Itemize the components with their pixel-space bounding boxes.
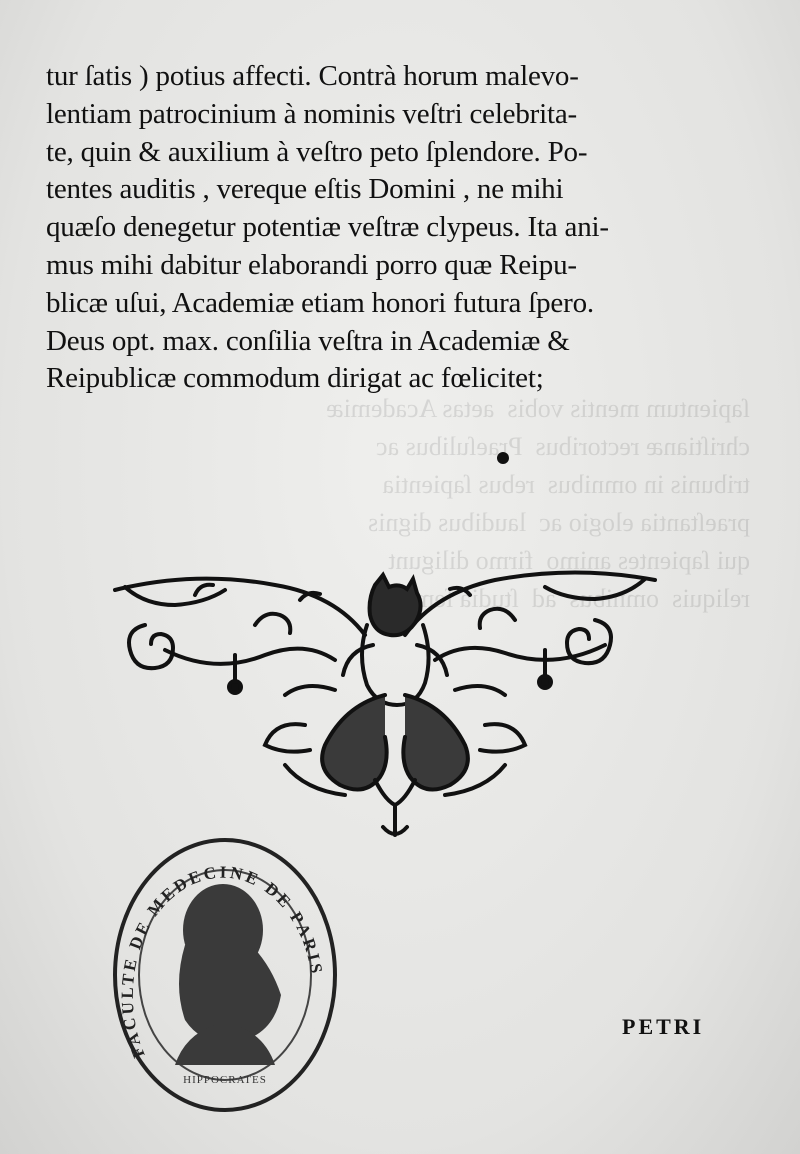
text-line: Deus opt. max. conſilia veſtra in Academiæ & xyxy=(46,324,570,357)
text-line: blicæ uſui, Academiæ etiam honori futura ſpero. xyxy=(46,286,594,319)
text-line: te, quin & auxilium à veſtro peto ſplendore. Po- xyxy=(46,135,588,168)
tailpiece-ornament-icon xyxy=(105,565,665,845)
text-line: tentes auditis , vereque eſtis Domini , ne mihi xyxy=(46,173,564,206)
text-line: Reipublicæ commodum dirigat ac fœlicitet; xyxy=(46,362,544,395)
dedication-text xyxy=(46,58,736,398)
show-through-text: ſapientum mentis vobis aetas Academiæ chriſtianæ rectoribus Praeſulibus ac tribunis in omnibus rebus ſapientia praeſtantia elogio ac laudibus dignis qui ſapientes animo firmo diligunt reliquis omnibus ad ſtudia xyxy=(326,394,750,613)
text-line: mus mihi dabitur elaborandi porro quæ Reipu- xyxy=(46,248,577,281)
catchword: PETRI xyxy=(622,1014,705,1039)
text-line: lentiam patrocinium à nominis veſtri celebrita- xyxy=(46,97,577,130)
stamp-inscription: FACULTE DE MEDECINE DE PARIS xyxy=(117,862,327,1061)
stamp-caption: HIPPOCRATES xyxy=(183,1074,267,1086)
text-line: quæſo denegetur potentiæ veſtræ clypeus. Ita ani- xyxy=(46,211,609,244)
text-line: tur ſatis ) potius affecti. Contrà horum malevo- xyxy=(46,60,579,92)
ink-spot xyxy=(497,452,509,464)
library-stamp-icon xyxy=(105,825,345,1115)
